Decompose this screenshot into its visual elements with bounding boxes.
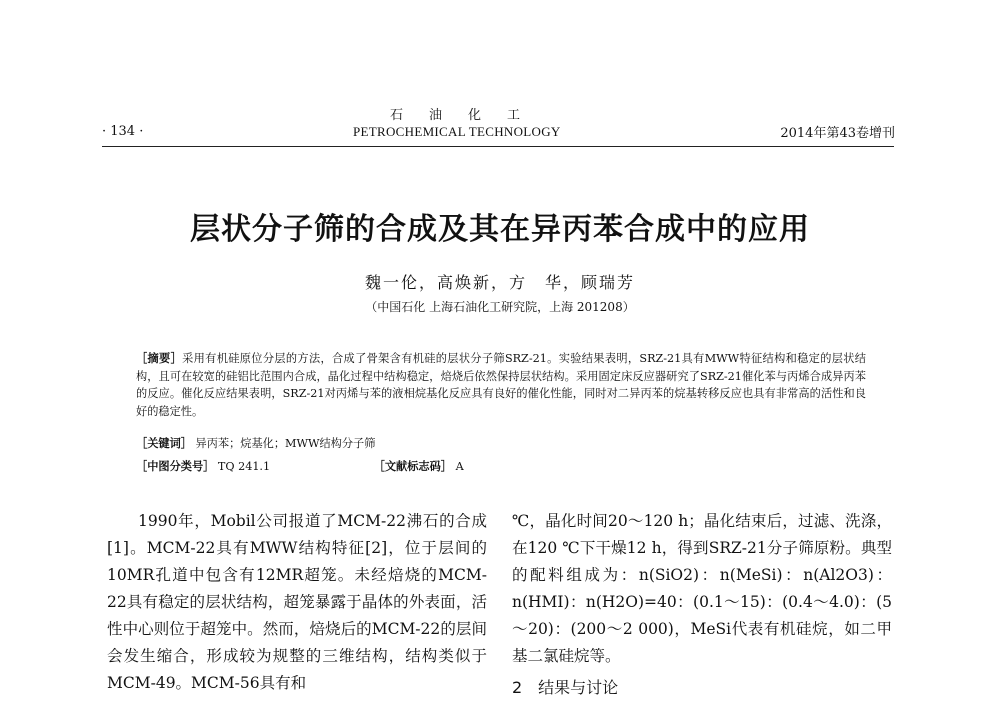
body-paragraph: ℃，晶化时间20～120 h；晶化结束后，过滤、洗涤，在120 ℃下干燥12 h，得到SRZ-21分子筛原粉。典型的配料组成为：n(SiO2)：n(MeSi)：n(Al2O3)：n(HMI)：n(H2O)=40：(0.1～15)：(0.4～4.0)：(5～20)：(200～2 000)，MeSi代表有机硅烷，如二甲基二氯硅烷等。 [512, 512, 892, 665]
clc-label: ［中图分类号］ [136, 459, 215, 473]
body-left-column [107, 508, 487, 697]
doc-code: A [455, 460, 464, 473]
page-number: · 134 · [102, 124, 144, 139]
doc-code-label: ［文献标志码］ [373, 459, 452, 473]
keywords [136, 435, 375, 451]
section-heading: 2 结果与讨论 [512, 678, 619, 697]
classification-line [136, 458, 464, 474]
issue-info: 2014年第43卷增刊 [780, 126, 895, 141]
keywords-text: 异丙苯；烷基化；MWW结构分子筛 [195, 437, 376, 450]
article-title: 层状分子筛的合成及其在异丙苯合成中的应用 [190, 212, 810, 247]
author-list: 魏一伦，高焕新，方 华，顾瑞芳 [364, 273, 635, 292]
journal-title-chinese: 石油化工 [390, 108, 547, 123]
keywords-label: ［关键词］ [136, 436, 192, 450]
clc-code: TQ 241.1 [217, 460, 271, 473]
abstract [136, 350, 866, 420]
body-right-column [512, 508, 892, 701]
body-paragraph: 1990年，Mobil公司报道了MCM-22沸石的合成[1]。MCM-22具有MWW结构特征[2]，位于层间的10MR孔道中包含有12MR超笼。未经焙烧的MCM-22具有稳定的层状结构，超笼暴露于晶体的外表面，活性中心则位于超笼中。然而，焙烧后的MCM-22的层间会发生缩合，形成较为规整的三维结构，结构类似于MCM-49。MCM-56具有和 [107, 512, 487, 692]
abstract-text: 采用有机硅原位分层的方法，合成了骨架含有机硅的层状分子筛SRZ-21。实验结果表明，SRZ-21具有MWW特征结构和稳定的层状结构，且可在较宽的硅铝比范围内合成，晶化过程中结构稳定，焙烧后依然保持层状结构。采用固定床反应器研究了SRZ-21催化苯与丙烯合成异丙苯的反应。催化反应结果表明，SRZ-21对丙烯与苯的液相烷基化反应具有良好的催化性能，同时对二异丙苯的烷基转移反应也具有非常高的活性和良好的稳定性。 [136, 352, 866, 418]
header-rule [102, 146, 894, 147]
journal-title-english: PETROCHEMICAL TECHNOLOGY [353, 124, 561, 139]
affiliation: （中国石化 上海石油化工研究院，上海 201208） [365, 300, 635, 314]
abstract-label: ［摘要］ [136, 351, 183, 365]
